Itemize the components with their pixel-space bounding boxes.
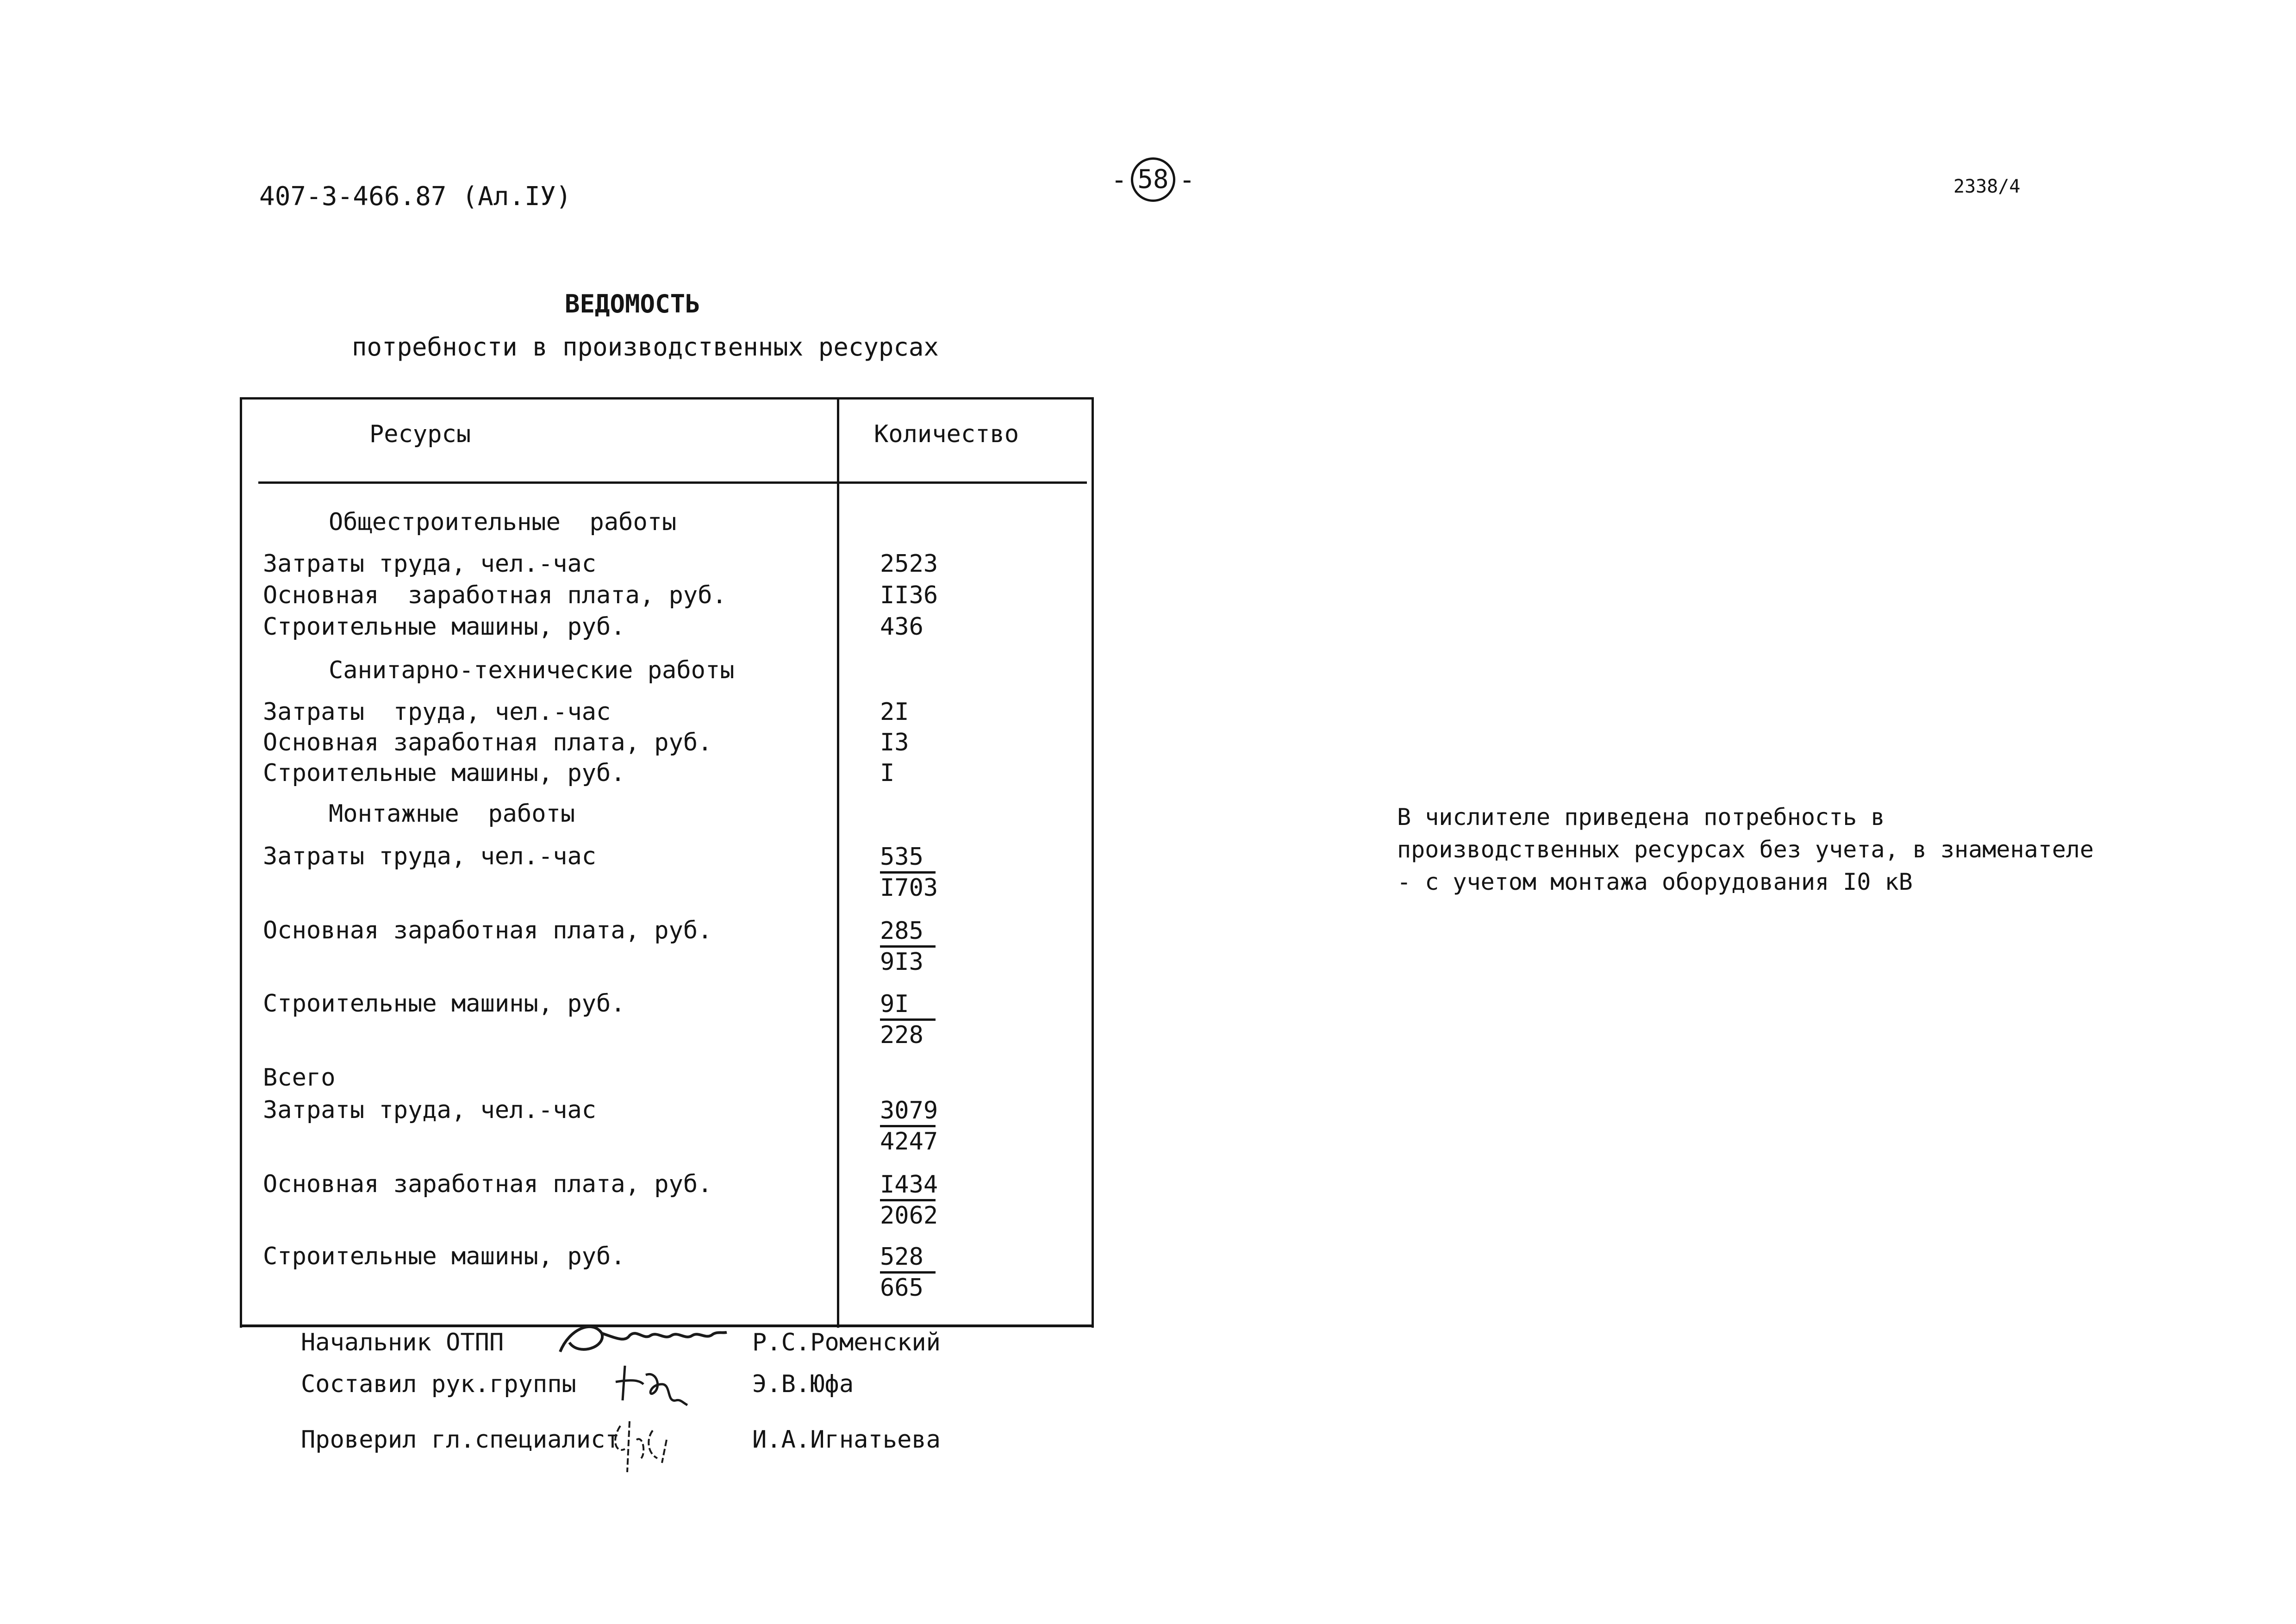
fraction-numerator: 3079 bbox=[880, 1096, 936, 1127]
row-fraction bbox=[880, 990, 936, 1049]
fraction-denominator: 4247 bbox=[880, 1128, 938, 1156]
table-column-divider bbox=[837, 397, 839, 1328]
fraction-denominator: 2062 bbox=[880, 1202, 938, 1230]
signature-name: И.А.Игнатьева bbox=[752, 1426, 941, 1454]
page-number-circle: 58 bbox=[1131, 157, 1175, 202]
sheet-reference: 2338/4 bbox=[1953, 176, 2021, 197]
row-fraction bbox=[880, 1170, 938, 1230]
row-fraction bbox=[880, 1096, 938, 1156]
row-fraction bbox=[880, 843, 938, 902]
signature-name: Р.С.Роменский bbox=[752, 1329, 941, 1356]
document-subtitle: потребности в производственных ресурсах bbox=[352, 332, 939, 362]
fraction-numerator: 285 bbox=[880, 917, 936, 948]
column-header-quantity: Количество bbox=[874, 420, 1019, 448]
row-value: II36 bbox=[880, 581, 938, 609]
fraction-numerator: I434 bbox=[880, 1170, 936, 1201]
row-label: Затраты труда, чел.-час bbox=[263, 550, 597, 578]
column-header-resources: Ресурсы bbox=[369, 420, 471, 448]
section-title: Общестроительные работы bbox=[329, 508, 677, 536]
row-value: 2I bbox=[880, 698, 909, 726]
fraction-numerator: 535 bbox=[880, 843, 936, 874]
row-value: 436 bbox=[880, 613, 923, 641]
row-label: Основная заработная плата, руб. bbox=[263, 581, 727, 609]
row-value: I3 bbox=[880, 729, 909, 756]
fraction-numerator: 9I bbox=[880, 990, 936, 1021]
document-title: ВЕДОМОСТЬ bbox=[565, 289, 700, 319]
signature-role: Начальник ОТПП bbox=[301, 1329, 504, 1356]
fraction-denominator: 665 bbox=[880, 1274, 923, 1302]
row-fraction bbox=[880, 1243, 936, 1302]
row-label: Основная заработная плата, руб. bbox=[263, 729, 712, 756]
row-fraction bbox=[880, 917, 936, 976]
table-top-border bbox=[240, 397, 1094, 400]
resources-table bbox=[240, 397, 1089, 1328]
signature-role: Составил рук.группы bbox=[301, 1370, 576, 1398]
fraction-denominator: 228 bbox=[880, 1021, 923, 1049]
row-value: I bbox=[880, 759, 895, 787]
handwritten-signature-2 bbox=[611, 1356, 704, 1412]
fraction-numerator: 528 bbox=[880, 1243, 936, 1274]
table-left-border bbox=[240, 397, 242, 1328]
table-right-border bbox=[1092, 397, 1094, 1328]
signature-role: Проверил гл.специалист bbox=[301, 1426, 620, 1454]
row-label: Затраты труда, чел.-час bbox=[263, 698, 611, 726]
signature-name: Э.В.Юфа bbox=[752, 1370, 854, 1398]
row-label: Строительные машины, руб. bbox=[263, 759, 625, 787]
row-label: Основная заработная плата, руб. bbox=[263, 917, 712, 944]
section-title: Всего bbox=[263, 1064, 336, 1092]
table-header-divider bbox=[258, 481, 1087, 484]
row-value: 2523 bbox=[880, 550, 938, 578]
row-label: Затраты труда, чел.-час bbox=[263, 843, 597, 870]
row-label: Основная заработная плата, руб. bbox=[263, 1170, 712, 1198]
fraction-denominator: 9I3 bbox=[880, 948, 923, 976]
fraction-denominator: I703 bbox=[880, 874, 938, 902]
row-label: Затраты труда, чел.-час bbox=[263, 1096, 597, 1124]
document-code: 407-3-466.87 (Ал.IУ) bbox=[259, 181, 572, 212]
section-title: Монтажные работы bbox=[329, 800, 575, 828]
row-label: Строительные машины, руб. bbox=[263, 990, 625, 1018]
section-title: Санитарно-технические работы bbox=[329, 656, 735, 684]
row-label: Строительные машины, руб. bbox=[263, 613, 625, 641]
handwritten-signature-3 bbox=[602, 1412, 694, 1477]
footnote-text: В числителе приведена потребность в производственных ресурсах без учета, в знаменателе - с учетом монтажа оборудования I0 кВ bbox=[1397, 804, 2094, 895]
page-number: - 58 - bbox=[1111, 157, 1195, 202]
row-label: Строительные машины, руб. bbox=[263, 1243, 625, 1270]
